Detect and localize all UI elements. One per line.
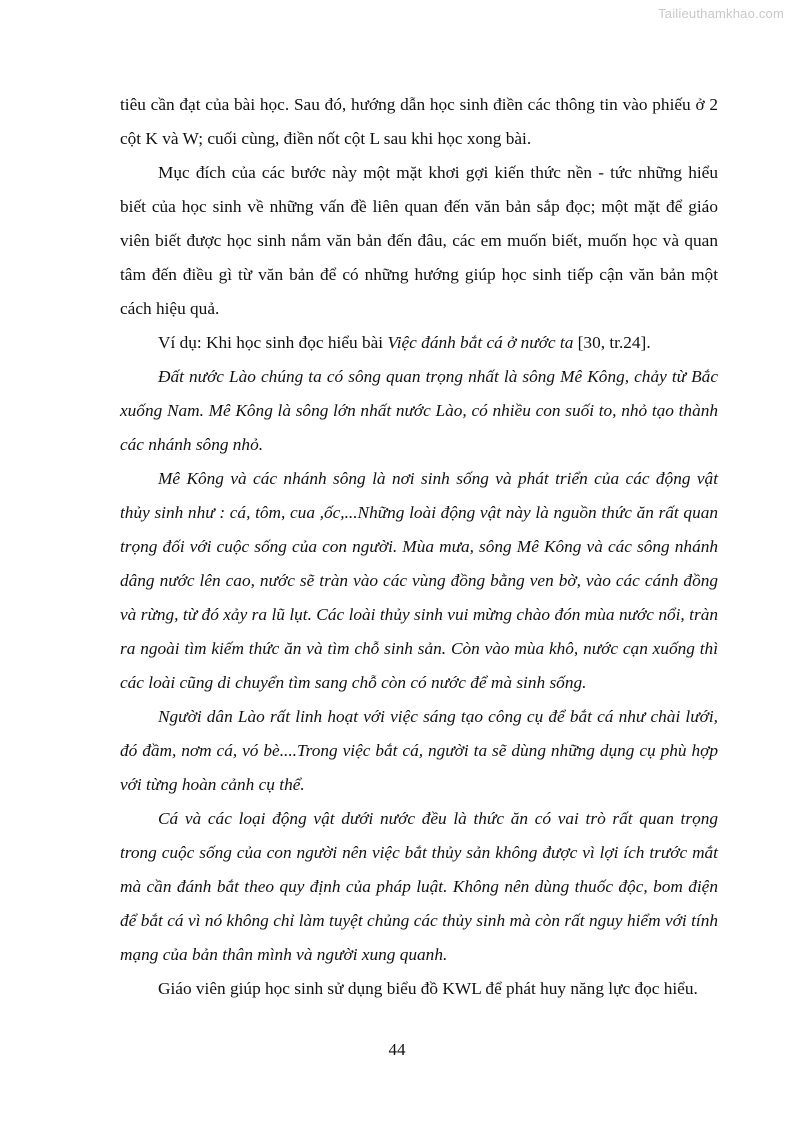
paragraph-fishing-law: Cá và các loại động vật dưới nước đều là thức ăn có vai trò rất quan trọng trong cuộc sống của con người nên việc bắt thủy sản không được vì lợi ích trước mắt mà cần đánh bắt theo quy định của pháp luật. Không nên dùng thuốc độc, bom điện để bắt cá vì nó không chỉ làm tuyệt chủng các thủy sinh mà còn rất nguy hiểm với tính mạng của bản thân mình và người xung quanh. [120,809,718,964]
paragraph-fishing-tools: Người dân Lào rất linh hoạt với việc sáng tạo công cụ để bắt cá như chài lưới, đó đầm, nơm cá, vó bè....Trong việc bắt cá, người ta sẽ dùng những dụng cụ phù hợp với từng hoàn cảnh cụ thể. [120,707,718,794]
paragraph-purpose: Mục đích của các bước này một mặt khơi gợi kiến thức nền - tức những hiểu biết của học sinh về những vấn đề liên quan đến văn bản sắp đọc; một mặt để giáo viên biết được học sinh nắm văn bản đến đâu, các em muốn biết, muốn học và quan tâm đến điều gì từ văn bản để có những hướng giúp học sinh tiếp cận văn bản một cách hiệu quả. [120,163,718,318]
paragraph-intro: tiêu cần đạt của bài học. Sau đó, hướng dẫn học sinh điền các thông tin vào phiếu ở 2 cột K và W; cuối cùng, điền nốt cột L sau khi học xong bài. [120,95,718,148]
document-body [120,88,718,1006]
example-citation: [30, tr.24]. [573,333,651,352]
paragraph-example [120,326,718,360]
example-prefix: Ví dụ: Khi học sinh đọc hiểu bài [158,333,388,352]
paragraph-kwl: Giáo viên giúp học sinh sử dụng biểu đồ KWL để phát huy năng lực đọc hiểu. [158,979,698,998]
lesson-title: Việc đánh bắt cá ở nước ta [387,333,574,352]
page-number: 44 [388,1040,406,1059]
paragraph-aquatic-life: Mê Kông và các nhánh sông là nơi sinh sống và phát triển của các động vật thủy sinh như : cá, tôm, cua ,ốc,...Những loài động vật này là nguồn thức ăn rất quan trọng đối với cuộc sống của con người. Mùa mưa, sông Mê Kông và các sông nhánh dâng nước lên cao, nước sẽ tràn vào các vùng đồng bằng ven bờ, vào các cánh đồng và rừng, từ đó xảy ra lũ lụt. Các loài thủy sinh vui mừng chào đón mùa nước nổi, tràn ra ngoài tìm kiếm thức ăn và tìm chỗ sinh sản. Còn vào mùa khô, nước cạn xuống thì các loài cũng di chuyển tìm sang chỗ còn có nước để mà sinh sống. [120,469,718,692]
paragraph-mekong-river: Đất nước Lào chúng ta có sông quan trọng nhất là sông Mê Kông, chảy từ Bắc xuống Nam. Mê Kông là sông lớn nhất nước Lào, có nhiều con suối to, nhỏ tạo thành các nhánh sông nhỏ. [120,367,718,454]
watermark: Tailieuthamkhao.com [658,6,784,21]
